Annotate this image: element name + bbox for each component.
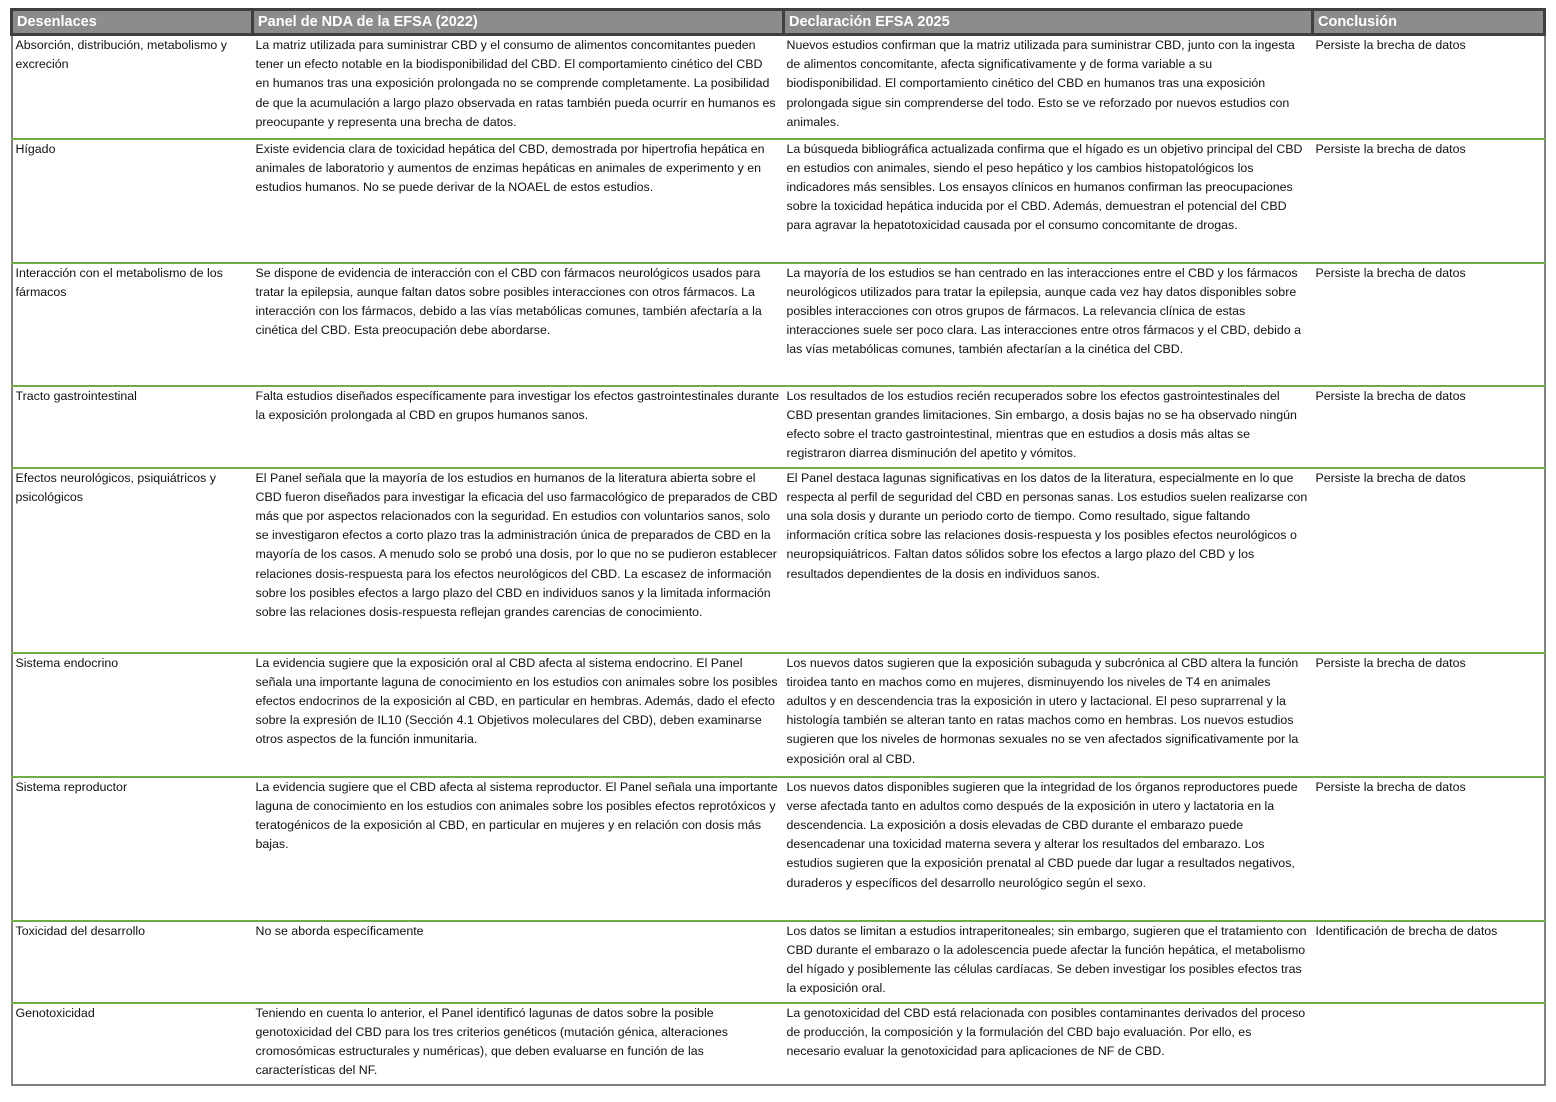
outcome-cell: Absorción, distribución, metabolismo y excreción (12, 35, 253, 139)
table-row (12, 386, 1545, 468)
header-efsa-2025: Declaración EFSA 2025 (784, 10, 1313, 35)
header-panel-2022: Panel de NDA de la EFSA (2022) (253, 10, 784, 35)
conclusion-cell: Persiste la brecha de datos (1313, 263, 1545, 386)
table-row (12, 468, 1545, 653)
efsa-2025-cell: El Panel destaca lagunas significativas en los datos de la literatura, especialmente en lo que respecta al perfil de seguridad del CBD en personas sanas. Los estudios suelen realizarse con una sola dosis y durante un periodo corto de tiempo. Como resultado, sigue faltando información crítica sobre las relaciones dosis-respuesta y los posibles efectos neurológicos o neuropsiquiátricos. Faltan datos sólidos sobre los efectos a largo plazo del CBD y los resultados dependientes de la dosis en individuos sanos. (784, 468, 1313, 653)
efsa-2025-cell: Los resultados de los estudios recién recuperados sobre los efectos gastrointestinales del CBD presentan grandes limitaciones. Sin embargo, a dosis bajas no se ha observado ningún efecto sobre el tracto gastrointestinal, mientras que en estudios a dosis más altas se registraron diarrea disminución del apetito y vómitos. (784, 386, 1313, 468)
efsa-2025-cell: Los nuevos datos sugieren que la exposición subaguda y subcrónica al CBD altera la función tiroidea tanto en machos como en mujeres, disminuyendo los niveles de T4 en animales adultos y en descendencia tras la exposición in utero y lactacional. El peso suprarrenal y la histología también se alteran tanto en ratas machos como en hembras. Los nuevos estudios sugieren que los niveles de hormonas sexuales no se ven afectados significativamente por la exposición oral al CBD. (784, 653, 1313, 777)
panel-2022-cell: La evidencia sugiere que el CBD afecta al sistema reproductor. El Panel señala una importante laguna de conocimiento en los estudios con animales sobre los posibles efectos reprotóxicos y teratogénicos de la exposición al CBD, en particular en mujeres y en relación con dosis más bajas. (253, 777, 784, 921)
outcome-cell: Efectos neurológicos, psiquiátricos y psicológicos (12, 468, 253, 653)
panel-2022-cell: No se aborda específicamente (253, 921, 784, 1003)
table-row (12, 263, 1545, 386)
conclusion-cell (1313, 1003, 1545, 1085)
header-conclusion: Conclusión (1313, 10, 1545, 35)
comparison-table (10, 8, 1546, 1086)
conclusion-cell: Persiste la brecha de datos (1313, 653, 1545, 777)
outcome-cell: Tracto gastrointestinal (12, 386, 253, 468)
panel-2022-cell: La matriz utilizada para suministrar CBD y el consumo de alimentos concomitantes pueden tener un efecto notable en la biodisponibilidad del CBD. El comportamiento cinético del CBD en humanos tras una exposición prolongada no se comprende completamente. La posibilidad de que la acumulación a largo plazo observada en ratas también pueda ocurrir en humanos es preocupante y representa una brecha de datos. (253, 35, 784, 139)
outcome-cell: Sistema reproductor (12, 777, 253, 921)
efsa-2025-cell: Los datos se limitan a estudios intraperitoneales; sin embargo, sugieren que el tratamiento con CBD durante el embarazo o la adolescencia puede afectar la función hepática, el metabolismo del hígado y posiblemente las células cardíacas. Se deben investigar los posibles efectos tras la exposición oral. (784, 921, 1313, 1003)
outcome-cell: Sistema endocrino (12, 653, 253, 777)
conclusion-cell: Persiste la brecha de datos (1313, 35, 1545, 139)
outcome-cell: Toxicidad del desarrollo (12, 921, 253, 1003)
table-row (12, 1003, 1545, 1085)
header-outcome: Desenlaces (12, 10, 253, 35)
table-row (12, 777, 1545, 921)
conclusion-cell: Persiste la brecha de datos (1313, 139, 1545, 263)
efsa-2025-cell: La búsqueda bibliográfica actualizada confirma que el hígado es un objetivo principal del CBD en estudios con animales, siendo el peso hepático y los cambios histopatológicos los indicadores más sensibles. Los ensayos clínicos en humanos confirman las preocupaciones sobre la toxicidad hepática inducida por el CBD. Además, demuestran el potencial del CBD para agravar la hepatotoxicidad causada por el consumo concomitante de drogas. (784, 139, 1313, 263)
outcome-cell: Genotoxicidad (12, 1003, 253, 1085)
conclusion-cell: Persiste la brecha de datos (1313, 777, 1545, 921)
efsa-2025-cell: Nuevos estudios confirman que la matriz utilizada para suministrar CBD, junto con la ingesta de alimentos concomitante, afecta significativamente y de forma variable a su biodisponibilidad. El comportamiento cinético del CBD en humanos tras una exposición prolongada sigue sin comprenderse del todo. Esto se ve reforzado por nuevos estudios con animales. (784, 35, 1313, 139)
outcome-cell: Interacción con el metabolismo de los fármacos (12, 263, 253, 386)
panel-2022-cell: Falta estudios diseñados específicamente para investigar los efectos gastrointestinales durante la exposición prolongada al CBD en grupos humanos sanos. (253, 386, 784, 468)
efsa-2025-cell: La genotoxicidad del CBD está relacionada con posibles contaminantes derivados del proceso de producción, la composición y la formulación del CBD bajo evaluación. Por ello, es necesario evaluar la genotoxicidad para aplicaciones de NF de CBD. (784, 1003, 1313, 1085)
panel-2022-cell: El Panel señala que la mayoría de los estudios en humanos de la literatura abierta sobre el CBD fueron diseñados para investigar la eficacia del uso farmacológico de preparados de CBD más que por aspectos relacionados con la seguridad. En estudios con voluntarios sanos, solo se investigaron efectos a corto plazo tras la administración única de preparados de CBD en la mayoría de los casos. A menudo solo se probó una dosis, por lo que no se pudieron establecer relaciones dosis-respuesta para los efectos neurológicos del CBD. La escasez de información sobre los posibles efectos a largo plazo del CBD en individuos sanos y la limitada información sobre las relaciones dosis-respuesta reflejan grandes carencias de conocimiento. (253, 468, 784, 653)
panel-2022-cell: Se dispone de evidencia de interacción con el CBD con fármacos neurológicos usados para tratar la epilepsia, aunque faltan datos sobre posibles interacciones con otros fármacos. La interacción con los fármacos, debido a las vías metabólicas comunes, también afectaría a la cinética del CBD. Esta preocupación debe abordarse. (253, 263, 784, 386)
conclusion-cell: Persiste la brecha de datos (1313, 386, 1545, 468)
panel-2022-cell: Existe evidencia clara de toxicidad hepática del CBD, demostrada por hipertrofia hepática en animales de laboratorio y aumentos de enzimas hepáticas en animales de experimento y en estudios humanos. No se puede derivar de la NOAEL de estos estudios. (253, 139, 784, 263)
table-row (12, 921, 1545, 1003)
panel-2022-cell: La evidencia sugiere que la exposición oral al CBD afecta al sistema endocrino. El Panel señala una importante laguna de conocimiento en los estudios con animales sobre los posibles efectos endocrinos de la exposición al CBD, en particular en hembras. Además, dado el efecto sobre la expresión de IL10 (Sección 4.1 Objetivos moleculares del CBD), deben examinarse otros aspectos de la función inmunitaria. (253, 653, 784, 777)
conclusion-cell: Identificación de brecha de datos (1313, 921, 1545, 1003)
efsa-2025-cell: La mayoría de los estudios se han centrado en las interacciones entre el CBD y los fármacos neurológicos utilizados para tratar la epilepsia, aunque cada vez hay datos disponibles sobre posibles interacciones con otros grupos de fármacos. La relevancia clínica de estas interacciones suele ser poco clara. Las interacciones entre otros fármacos y el CBD, debido a las vías metabólicas comunes, también afectarían a la cinética del CBD. (784, 263, 1313, 386)
table-row (12, 653, 1545, 777)
table-row (12, 35, 1545, 139)
table-row (12, 139, 1545, 263)
comparison-table-container (10, 8, 1543, 1086)
efsa-2025-cell: Los nuevos datos disponibles sugieren que la integridad de los órganos reproductores puede verse afectada tanto en adultos como después de la exposición in utero y lactatoria en la descendencia. La exposición a dosis elevadas de CBD durante el embarazo puede desencadenar una toxicidad materna severa y alterar los resultados del embarazo. Los estudios sugieren que la exposición prenatal al CBD puede dar lugar a resultados negativos, duraderos y específicos del desarrollo neurológico según el sexo. (784, 777, 1313, 921)
panel-2022-cell: Teniendo en cuenta lo anterior, el Panel identificó lagunas de datos sobre la posible genotoxicidad del CBD para los tres criterios genéticos (mutación génica, alteraciones cromosómicas estructurales y numéricas), que deben evaluarse en función de las características del NF. (253, 1003, 784, 1085)
header-row (12, 10, 1545, 35)
outcome-cell: Hígado (12, 139, 253, 263)
conclusion-cell: Persiste la brecha de datos (1313, 468, 1545, 653)
